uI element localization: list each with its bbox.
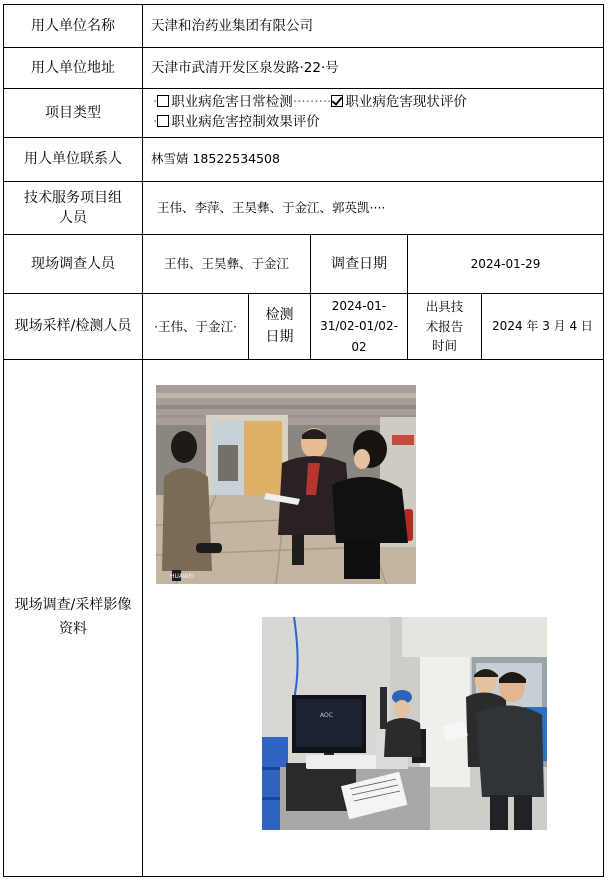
employer-name-value: 天津和治药业集团有限公司 xyxy=(142,4,604,47)
survey-date-value: 2024-01-29 xyxy=(407,234,604,293)
team-value: 王伟、李萍、王昊彝、于金江、郭英凯···· xyxy=(142,181,604,234)
team-label: 技术服务项目组人员 xyxy=(3,181,142,234)
svg-text:HUAWEI: HUAWEI xyxy=(170,573,195,580)
contact-value: 林雪婧 18522534508 xyxy=(142,137,604,181)
report-time-value: 2024 年 3 月 4 日 xyxy=(481,293,604,359)
sampling-date-value: 2024-01-31/02-01/02-02 xyxy=(310,293,407,359)
employer-address-value: 天津市武清开发区泉发路·22·号 xyxy=(142,47,604,88)
employer-name-label: 用人单位名称 xyxy=(3,4,142,47)
daily-check-checkbox[interactable] xyxy=(157,95,169,107)
svg-text:AOC: AOC xyxy=(320,712,333,719)
survey-staff-value: 王伟、王昊彝、于金江 xyxy=(142,234,310,293)
site-survey-photo-2 xyxy=(262,617,547,830)
sampling-date-label: 检测日期 xyxy=(248,293,310,359)
contact-label: 用人单位联系人 xyxy=(3,137,142,181)
site-survey-photo-1 xyxy=(156,385,416,584)
images-label: 现场调查/采样影像资料 xyxy=(3,359,142,877)
sampling-staff-value: ·王伟、于金江· xyxy=(142,293,248,359)
status-eval-checkbox[interactable] xyxy=(331,95,343,107)
sampling-staff-label: 现场采样/检测人员 xyxy=(3,293,142,359)
employer-address-label: 用人单位地址 xyxy=(3,47,142,88)
control-eval-checkbox[interactable] xyxy=(157,115,169,127)
survey-staff-label: 现场调查人员 xyxy=(3,234,142,293)
report-time-label: 出具技术报告时间 xyxy=(407,293,481,359)
project-type-options: · 职业病危害日常检测········· 职业病危害现状评价 · 职业病危害控制效果评价 xyxy=(142,88,604,137)
project-type-label: 项目类型 xyxy=(3,88,142,137)
survey-date-label: 调查日期 xyxy=(310,234,407,293)
